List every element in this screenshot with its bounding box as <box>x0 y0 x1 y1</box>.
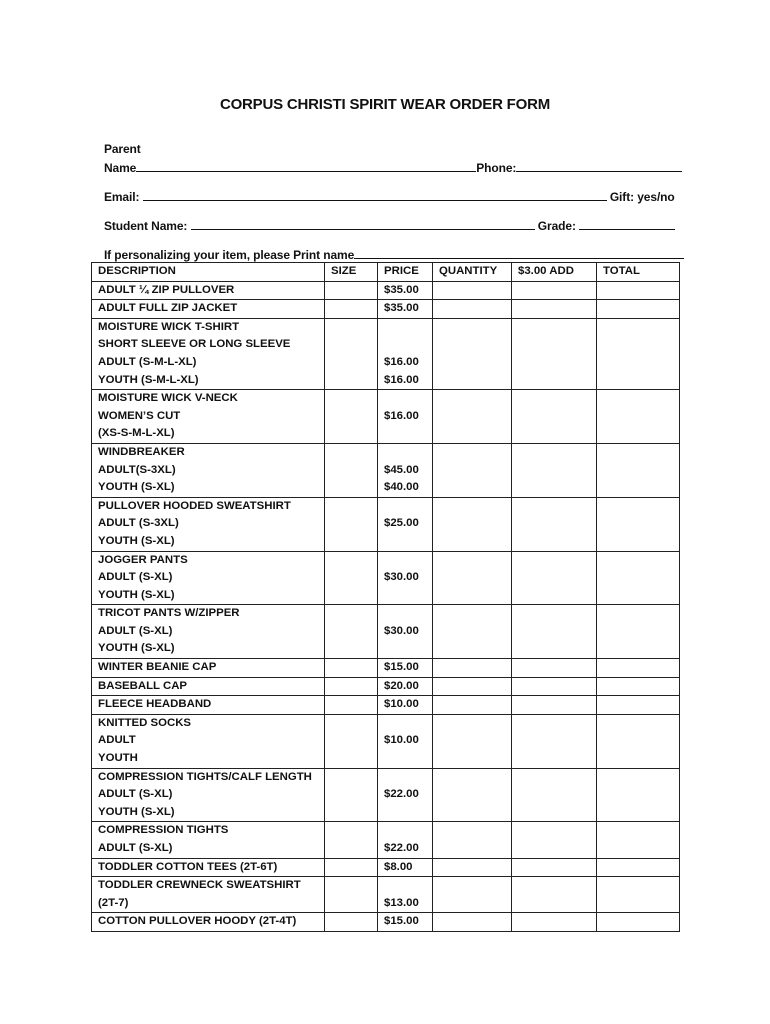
item-description-line: (2T-7) <box>98 896 129 909</box>
price-cell <box>378 696 433 715</box>
quantity-cell[interactable] <box>433 390 512 444</box>
quantity-cell[interactable] <box>433 696 512 715</box>
size-cell[interactable] <box>325 551 378 605</box>
item-price <box>384 822 426 840</box>
total-cell[interactable] <box>597 497 680 551</box>
table-row <box>92 913 680 932</box>
item-price: $13.00 <box>384 896 419 909</box>
item-price: $35.00 <box>384 302 419 315</box>
price-cell <box>378 551 433 605</box>
total-cell[interactable] <box>597 913 680 932</box>
add-cell[interactable] <box>512 318 597 389</box>
item-description <box>92 605 325 659</box>
header-add: $3.00 ADD <box>512 263 597 282</box>
item-price <box>384 640 426 658</box>
table-row <box>92 551 680 605</box>
item-description-line: WINTER BEANIE CAP <box>98 661 217 674</box>
form-title: CORPUS CHRISTI SPIRIT WEAR ORDER FORM <box>219 96 551 113</box>
size-cell[interactable] <box>325 714 378 768</box>
total-cell[interactable] <box>597 768 680 822</box>
item-description-line: TRICOT PANTS W/ZIPPER <box>98 607 240 620</box>
item-description-line: ADULT (S-XL) <box>98 788 173 801</box>
item-price <box>384 587 426 605</box>
item-description-line: ADULT <box>98 734 136 747</box>
size-cell[interactable] <box>325 497 378 551</box>
item-price <box>384 715 426 733</box>
table-row <box>92 318 680 389</box>
item-description <box>92 677 325 696</box>
add-cell[interactable] <box>512 497 597 551</box>
item-price <box>384 498 426 516</box>
item-description <box>92 390 325 444</box>
add-cell[interactable] <box>512 390 597 444</box>
quantity-cell[interactable] <box>433 281 512 300</box>
item-price <box>384 804 426 822</box>
total-cell[interactable] <box>597 877 680 913</box>
total-cell[interactable] <box>597 822 680 858</box>
size-cell[interactable] <box>325 768 378 822</box>
table-row <box>92 300 680 319</box>
item-price <box>384 605 426 623</box>
student-name-label: Student Name: <box>103 219 188 233</box>
total-cell[interactable] <box>597 714 680 768</box>
email-field[interactable] <box>143 190 607 201</box>
item-description-line: JOGGER PANTS <box>98 553 188 566</box>
item-description-line: ADULT FULL ZIP JACKET <box>98 302 238 315</box>
add-cell[interactable] <box>512 822 597 858</box>
size-cell[interactable] <box>325 443 378 497</box>
item-description-line: COMPRESSION TIGHTS/CALF LENGTH <box>98 770 312 783</box>
item-description <box>92 768 325 822</box>
price-cell <box>378 913 433 932</box>
gift-label: Gift: yes/no <box>609 190 675 204</box>
item-price: $16.00 <box>384 409 419 422</box>
total-cell[interactable] <box>597 281 680 300</box>
grade-label: Grade: <box>537 219 576 233</box>
total-cell[interactable] <box>597 659 680 678</box>
add-cell[interactable] <box>512 677 597 696</box>
phone-field[interactable] <box>516 161 682 172</box>
total-cell[interactable] <box>597 443 680 497</box>
table-row <box>92 768 680 822</box>
quantity-cell[interactable] <box>433 858 512 877</box>
quantity-cell[interactable] <box>433 300 512 319</box>
table-row <box>92 714 680 768</box>
size-cell[interactable] <box>325 822 378 858</box>
item-price: $16.00 <box>384 355 419 368</box>
item-description <box>92 877 325 913</box>
quantity-cell[interactable] <box>433 318 512 389</box>
item-price: $15.00 <box>384 661 419 674</box>
item-description-line: YOUTH <box>98 752 138 765</box>
header-description: DESCRIPTION <box>92 263 325 282</box>
item-price <box>384 552 426 570</box>
table-row <box>92 677 680 696</box>
item-description-line: FLEECE HEADBAND <box>98 698 212 711</box>
quantity-cell[interactable] <box>433 443 512 497</box>
table-row <box>92 281 680 300</box>
item-description-line: ADULT (S-M-L-XL) <box>98 355 197 368</box>
price-cell <box>378 677 433 696</box>
item-price: $30.00 <box>384 624 419 637</box>
quantity-cell[interactable] <box>433 497 512 551</box>
item-price: $16.00 <box>384 373 419 386</box>
personalize-label: If personalizing your item, please Print name <box>103 248 355 262</box>
price-cell <box>378 659 433 678</box>
add-cell[interactable] <box>512 858 597 877</box>
personalize-name-field[interactable] <box>354 248 684 259</box>
quantity-cell[interactable] <box>433 913 512 932</box>
item-description <box>92 714 325 768</box>
total-cell[interactable] <box>597 390 680 444</box>
item-price: $20.00 <box>384 679 419 692</box>
item-description-line: YOUTH (S-M-L-XL) <box>98 373 199 386</box>
add-cell[interactable] <box>512 281 597 300</box>
table-row <box>92 497 680 551</box>
item-description <box>92 318 325 389</box>
item-description <box>92 659 325 678</box>
price-cell <box>378 497 433 551</box>
total-cell[interactable] <box>597 605 680 659</box>
header-quantity: QUANTITY <box>433 263 512 282</box>
student-name-field[interactable] <box>191 219 535 230</box>
total-cell[interactable] <box>597 696 680 715</box>
grade-field[interactable] <box>579 219 675 230</box>
total-cell[interactable] <box>597 318 680 389</box>
quantity-cell[interactable] <box>433 551 512 605</box>
item-description <box>92 913 325 932</box>
item-description-line: COMPRESSION TIGHTS <box>98 824 229 837</box>
item-description-line: WOMEN’S CUT <box>98 409 181 422</box>
size-cell[interactable] <box>325 677 378 696</box>
item-price <box>384 336 426 354</box>
item-price: $22.00 <box>384 842 419 854</box>
item-price <box>384 425 426 443</box>
item-description-line: MOISTURE WICK V-NECK <box>98 392 238 405</box>
item-price: $15.00 <box>384 915 419 928</box>
item-description-line: WINDBREAKER <box>98 445 185 458</box>
size-cell[interactable] <box>325 877 378 913</box>
item-price: $40.00 <box>384 481 419 494</box>
item-description-line: YOUTH (S-XL) <box>98 805 175 818</box>
item-description <box>92 858 325 877</box>
add-cell[interactable] <box>512 768 597 822</box>
size-cell[interactable] <box>325 390 378 444</box>
item-description-line: SHORT SLEEVE OR LONG SLEEVE <box>98 338 291 351</box>
size-cell[interactable] <box>325 318 378 389</box>
add-cell[interactable] <box>512 605 597 659</box>
item-price <box>384 750 426 768</box>
item-price <box>384 319 426 337</box>
table-row <box>92 605 680 659</box>
price-cell <box>378 300 433 319</box>
item-price: $25.00 <box>384 517 419 530</box>
item-description-line: YOUTH (S-XL) <box>98 588 175 601</box>
item-description <box>92 696 325 715</box>
item-description <box>92 300 325 319</box>
phone-label: Phone: <box>476 161 517 175</box>
item-price: $10.00 <box>384 698 419 711</box>
item-description <box>92 822 325 858</box>
quantity-cell[interactable] <box>433 659 512 678</box>
item-description <box>92 551 325 605</box>
price-cell <box>378 605 433 659</box>
item-description-line: ADULT (S-XL) <box>98 842 173 854</box>
size-cell[interactable] <box>325 858 378 877</box>
add-cell[interactable] <box>512 443 597 497</box>
size-cell[interactable] <box>325 696 378 715</box>
item-description <box>92 497 325 551</box>
item-description-line: PULLOVER HOODED SWEATSHIRT <box>98 499 291 512</box>
item-description-line: COTTON PULLOVER HOODY (2T-4T) <box>98 915 297 928</box>
item-description-line: KNITTED SOCKS <box>98 716 192 729</box>
quantity-cell[interactable] <box>433 605 512 659</box>
add-cell[interactable] <box>512 714 597 768</box>
parent-name-field[interactable] <box>136 161 476 172</box>
item-description-line: ADULT ¼ ZIP PULLOVER <box>98 283 235 296</box>
table-row <box>92 877 680 913</box>
item-price <box>384 533 426 551</box>
item-description <box>92 443 325 497</box>
item-description-line: TODDLER COTTON TEES (2T-6T) <box>98 860 278 873</box>
quantity-cell[interactable] <box>433 768 512 822</box>
price-cell <box>378 281 433 300</box>
quantity-cell[interactable] <box>433 822 512 858</box>
email-label: Email: <box>103 190 140 204</box>
total-cell[interactable] <box>597 300 680 319</box>
item-price: $45.00 <box>384 463 419 476</box>
add-cell[interactable] <box>512 696 597 715</box>
item-price <box>384 769 426 787</box>
quantity-cell[interactable] <box>433 714 512 768</box>
item-price: $10.00 <box>384 734 419 747</box>
item-description-line: YOUTH (S-XL) <box>98 642 175 655</box>
item-description-line: YOUTH (S-XL) <box>98 534 175 547</box>
item-description-line: YOUTH (S-XL) <box>98 481 175 494</box>
header-price: PRICE <box>378 263 433 282</box>
item-description-line: TODDLER CREWNECK SWEATSHIRT <box>98 879 301 892</box>
table-row <box>92 696 680 715</box>
price-cell <box>378 714 433 768</box>
price-cell <box>378 768 433 822</box>
item-price <box>384 444 426 462</box>
table-header-row <box>92 263 680 282</box>
price-cell <box>378 443 433 497</box>
item-price: $8.00 <box>384 860 413 873</box>
item-price: $30.00 <box>384 571 419 584</box>
price-cell <box>378 877 433 913</box>
add-cell[interactable] <box>512 877 597 913</box>
item-description <box>92 281 325 300</box>
quantity-cell[interactable] <box>433 677 512 696</box>
size-cell[interactable] <box>325 913 378 932</box>
name-label: Name <box>103 161 137 175</box>
parent-label: Parent <box>103 142 141 156</box>
header-total: TOTAL <box>597 263 680 282</box>
table-row <box>92 822 680 858</box>
size-cell[interactable] <box>325 605 378 659</box>
table-row <box>92 858 680 877</box>
quantity-cell[interactable] <box>433 877 512 913</box>
header-size: SIZE <box>325 263 378 282</box>
size-cell[interactable] <box>325 659 378 678</box>
size-cell[interactable] <box>325 281 378 300</box>
total-cell[interactable] <box>597 551 680 605</box>
order-table <box>91 262 680 932</box>
total-cell[interactable] <box>597 858 680 877</box>
price-cell <box>378 318 433 389</box>
item-description-line: ADULT (S-3XL) <box>98 517 179 530</box>
price-cell <box>378 390 433 444</box>
size-cell[interactable] <box>325 300 378 319</box>
table-row <box>92 443 680 497</box>
add-cell[interactable] <box>512 300 597 319</box>
item-price <box>384 877 426 895</box>
item-description-line: ADULT (S-XL) <box>98 624 173 637</box>
item-price: $35.00 <box>384 283 419 296</box>
add-cell[interactable] <box>512 551 597 605</box>
table-row <box>92 659 680 678</box>
table-row <box>92 390 680 444</box>
item-description-line: (XS-S-M-L-XL) <box>98 427 175 440</box>
item-description-line: ADULT(S-3XL) <box>98 463 176 476</box>
item-price: $22.00 <box>384 788 419 801</box>
price-cell <box>378 822 433 858</box>
item-description-line: BASEBALL CAP <box>98 679 188 692</box>
total-cell[interactable] <box>597 677 680 696</box>
add-cell[interactable] <box>512 659 597 678</box>
add-cell[interactable] <box>512 913 597 932</box>
item-price <box>384 390 426 408</box>
price-cell <box>378 858 433 877</box>
item-description-line: MOISTURE WICK T-SHIRT <box>98 320 240 333</box>
item-description-line: ADULT (S-XL) <box>98 571 173 584</box>
